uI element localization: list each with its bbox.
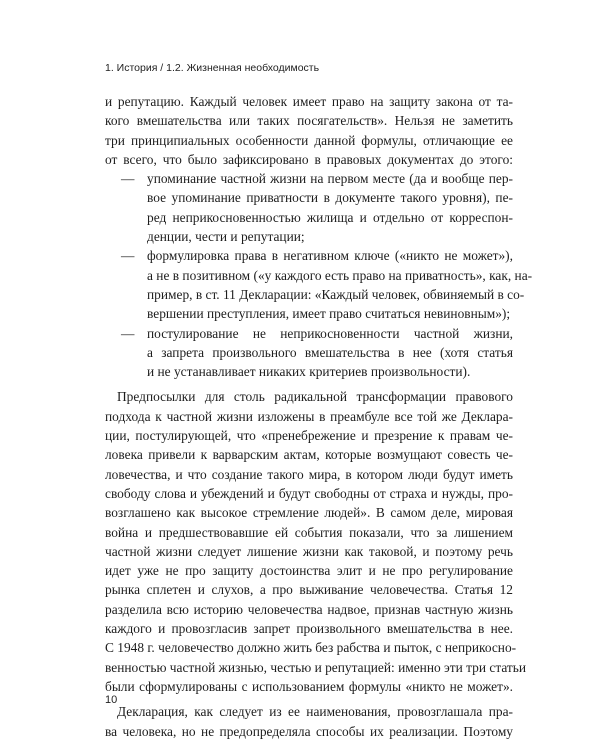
- text-line: вое упоминание приватности в документе такого уровня), пе-: [147, 190, 513, 206]
- paragraph-2: [105, 387, 527, 696]
- paragraph-3: [105, 702, 513, 741]
- text-line: пример, в ст. 11 Декларации: «Каждый человек, обвиняемый в со-: [147, 286, 525, 302]
- dash-marker: —: [121, 248, 135, 264]
- text-line: ред неприкосновенностью жилища и отдельно от корреспон-: [147, 209, 513, 225]
- text-line: Декларация, как следует из ее наименования, провозглашала пра-: [117, 704, 513, 720]
- text-line: ции, постулирующей, что «пренебрежение и презрение к правам че-: [105, 428, 513, 444]
- text-line: и не устанавливает никаких критериев произвольности).: [147, 364, 471, 380]
- text-line: а не в позитивном («у каждого есть право на приватность», как, на-: [147, 267, 533, 283]
- text-line: были сформулированы с использованием формулы «никто не может».: [105, 678, 513, 694]
- text-line: ва человека, но не предопределяла способы их реализации. Поэтому: [105, 723, 513, 739]
- text-line: идет уже не про защиту достоинства элит и не про регулирование: [105, 563, 513, 579]
- text-line: а запрета произвольного вмешательства в нее (хотя статья: [147, 344, 513, 360]
- text-line: кого вмешательства или таких посягательств». Нельзя не заметить: [105, 113, 513, 129]
- page-body: [105, 92, 533, 741]
- paragraph-1: [105, 92, 513, 169]
- list-item: [105, 246, 533, 323]
- text-line: венностью частной жизнью, честью и репутацией: именно эти три статьи: [105, 659, 527, 675]
- text-line: ловека привели к варварским актам, которые возмущают совесть че-: [105, 447, 513, 463]
- text-line: каждого и провозгласив запрет произвольного вмешательства в нее.: [105, 621, 513, 637]
- dash-marker: —: [121, 171, 135, 187]
- text-line: от всего, что было зафиксировано в правовых документах до этого:: [105, 151, 513, 167]
- text-line: С 1948 г. человечество должно жить без рабства и пыток, с неприкосно-: [105, 640, 517, 656]
- text-line: свободу слова и убеждений и будут свободны от страха и нужды, про-: [105, 485, 513, 501]
- text-line: три принципиальных особенности данной формулы, отличающие ее: [105, 132, 513, 148]
- list-item: [105, 324, 513, 382]
- running-head: 1. История / 1.2. Жизненная необходимость: [105, 62, 320, 74]
- text-line: Предпосылки для столь радикальной трансформации правового: [117, 389, 513, 405]
- text-line: разделила всю историю человечества надвое, признав частную жизнь: [105, 601, 513, 617]
- list-item: [105, 169, 513, 246]
- text-line: подхода к частной жизни изложены в преамбуле все той же Деклара-: [105, 408, 513, 424]
- text-line: война и предшествовавшие ей события показали, что за лишением: [105, 524, 513, 540]
- text-line: — упоминание частной жизни на первом месте (да и вообще пер-: [105, 169, 513, 188]
- text-line: ловечества, и что создание такого мира, в котором люди будут иметь: [105, 466, 513, 482]
- text-line: — формулировка права в негативном ключе («никто не может»),: [105, 246, 513, 265]
- text-line: — постулирование не неприкосновенности частной жизни,: [105, 324, 513, 343]
- dash-marker: —: [121, 325, 135, 341]
- text-line: рынка сплетен и слухов, а про выживание человечества. Статья 12: [105, 582, 513, 598]
- text-line: денции, чести и репутации;: [147, 229, 305, 245]
- text-line: возглашено как высокое стремление людей». В самом деле, мировая: [105, 505, 513, 521]
- text-line: частной жизни следует лишение жизни как таковой, и поэтому речь: [105, 543, 513, 559]
- text-line: и репутацию. Каждый человек имеет право на защиту закона от та-: [105, 94, 513, 109]
- page-number: 10: [105, 694, 118, 706]
- text-line: вершении преступления, имеет право считаться невиновным»);: [147, 306, 511, 322]
